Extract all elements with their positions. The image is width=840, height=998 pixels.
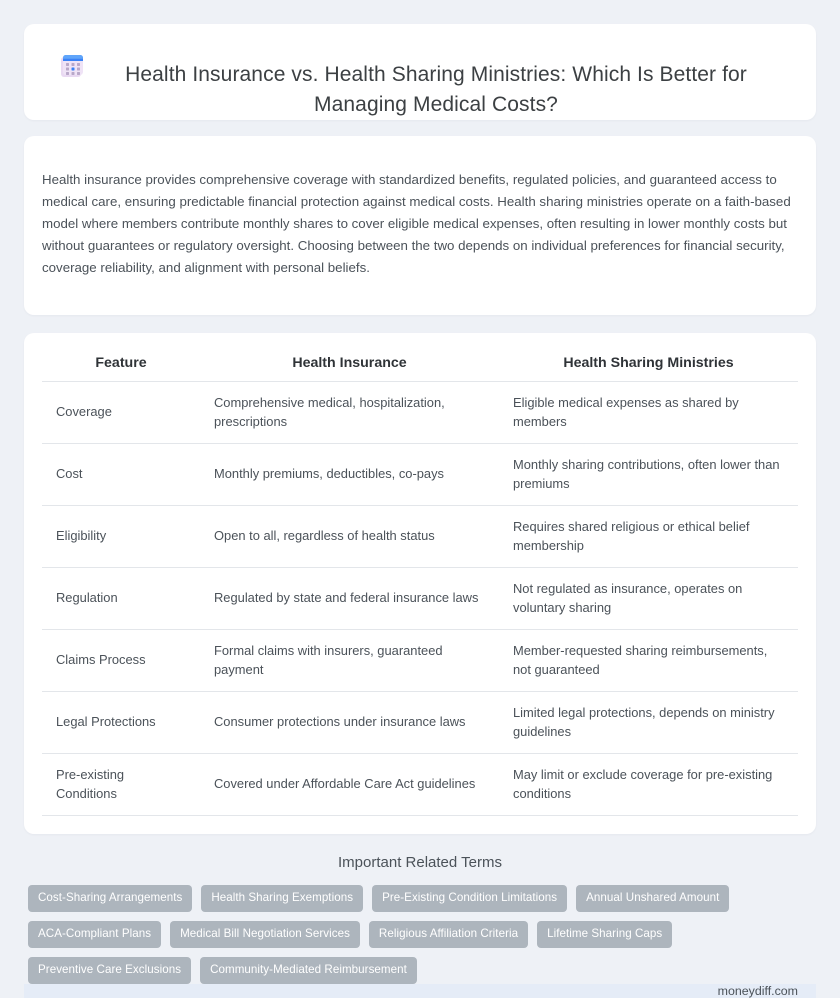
- term-tag[interactable]: Lifetime Sharing Caps: [537, 921, 672, 948]
- cell-feature: Cost: [42, 443, 200, 505]
- term-tag[interactable]: Religious Affiliation Criteria: [369, 921, 528, 948]
- related-terms-list: [24, 885, 816, 984]
- term-tag[interactable]: Medical Bill Negotiation Services: [170, 921, 360, 948]
- term-tag[interactable]: Health Sharing Exemptions: [201, 885, 363, 912]
- cell-insurance: Formal claims with insurers, guaranteed payment: [200, 629, 499, 691]
- table-row: [42, 629, 798, 691]
- cell-feature: Legal Protections: [42, 691, 200, 753]
- table-row: [42, 505, 798, 567]
- term-tag[interactable]: ACA-Compliant Plans: [28, 921, 161, 948]
- table-header-row: [42, 349, 798, 382]
- page-title: Health Insurance vs. Health Sharing Ministries: Which Is Better for Managing Medical Costs?: [125, 63, 747, 117]
- cell-feature: Coverage: [42, 381, 200, 443]
- comparison-table: [42, 349, 798, 816]
- cell-sharing: Eligible medical expenses as shared by members: [499, 381, 798, 443]
- related-terms-heading: Important Related Terms: [338, 853, 502, 871]
- cell-insurance: Consumer protections under insurance laws: [200, 691, 499, 753]
- column-header-feature: Feature: [42, 349, 200, 382]
- cell-sharing: Not regulated as insurance, operates on voluntary sharing: [499, 567, 798, 629]
- related-terms-section: [24, 850, 816, 984]
- cell-sharing: May limit or exclude coverage for pre-existing conditions: [499, 753, 798, 815]
- table-row: [42, 381, 798, 443]
- comparison-table-card: [24, 333, 816, 834]
- cell-sharing: Member-requested sharing reimbursements, not guaranteed: [499, 629, 798, 691]
- cell-insurance: Comprehensive medical, hospitalization, prescriptions: [200, 381, 499, 443]
- term-tag[interactable]: Pre-Existing Condition Limitations: [372, 885, 567, 912]
- cell-insurance: Monthly premiums, deductibles, co-pays: [200, 443, 499, 505]
- site-name: moneydiff.com: [717, 983, 798, 998]
- cell-feature: Pre-existing Conditions: [42, 753, 200, 815]
- cell-feature: Claims Process: [42, 629, 200, 691]
- cell-insurance: Covered under Affordable Care Act guidelines: [200, 753, 499, 815]
- table-row: [42, 567, 798, 629]
- footer-bar: [24, 984, 816, 998]
- table-row: [42, 691, 798, 753]
- term-tag[interactable]: Cost-Sharing Arrangements: [28, 885, 192, 912]
- description-text: Health insurance provides comprehensive coverage with standardized benefits, regulated policies, and guaranteed access to medical care, ensuring predictable financial protection against medical costs. Health sharing ministries operate on a faith-based model where members contribute monthly shares to cover eligible medical expenses, often resulting in lower monthly costs but without guarantees or regulatory oversight. Choosing between the two depends on individual preferences for financial security, coverage reliability, and alignment with personal beliefs.: [42, 172, 791, 276]
- cell-insurance: Regulated by state and federal insurance laws: [200, 567, 499, 629]
- table-row: [42, 443, 798, 505]
- table-head: [42, 349, 798, 382]
- description-card: [24, 136, 816, 315]
- cell-sharing: Monthly sharing contributions, often lower than premiums: [499, 443, 798, 505]
- cell-feature: Regulation: [42, 567, 200, 629]
- table-body: [42, 381, 798, 815]
- column-header-health-sharing-ministries: Health Sharing Ministries: [499, 349, 798, 382]
- cell-insurance: Open to all, regardless of health status: [200, 505, 499, 567]
- term-tag[interactable]: Community-Mediated Reimbursement: [200, 957, 417, 984]
- cell-sharing: Limited legal protections, depends on ministry guidelines: [499, 691, 798, 753]
- column-header-health-insurance: Health Insurance: [200, 349, 499, 382]
- term-tag[interactable]: Preventive Care Exclusions: [28, 957, 191, 984]
- term-tag[interactable]: Annual Unshared Amount: [576, 885, 729, 912]
- calendar-icon: [56, 52, 86, 82]
- cell-feature: Eligibility: [42, 505, 200, 567]
- table-row: [42, 753, 798, 815]
- title-card: [24, 24, 816, 120]
- cell-sharing: Requires shared religious or ethical belief membership: [499, 505, 798, 567]
